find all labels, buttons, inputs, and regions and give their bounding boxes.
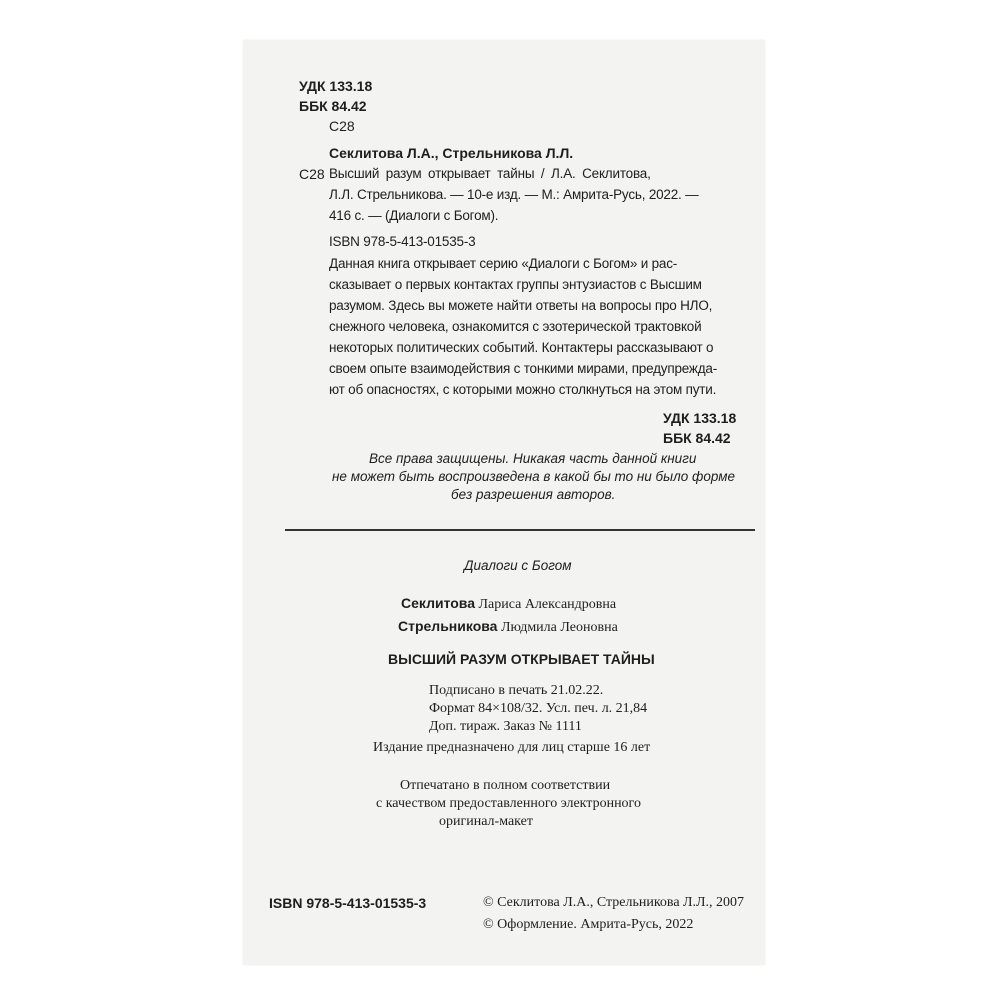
author-1-surname: Секлитова bbox=[401, 595, 476, 611]
annotation-line-5: некоторых политических событий. Контактеры рассказывают о bbox=[329, 340, 714, 355]
rights-line-2: не может быть воспроизведена в какой бы то ни было форме bbox=[332, 469, 736, 484]
udk-top: УДК 133.18 bbox=[299, 78, 373, 94]
bib-line-3: 416 с. — (Диалоги с Богом). bbox=[329, 208, 499, 223]
footer-copyright-1: © Секлитова Л.А., Стрельникова Л.Л., 2007 bbox=[483, 895, 745, 910]
annotation-line-2: сказывает о первых контактах группы энтузиастов с Высшим bbox=[329, 277, 702, 292]
imprint-author-1 bbox=[401, 595, 616, 613]
author-mark-top: С28 bbox=[329, 118, 355, 134]
printed-line-2: с качеством предоставленного электронного bbox=[376, 796, 641, 811]
printed-line-3: оригинал-макет bbox=[439, 814, 533, 829]
imprint-print-run: Доп. тираж. Заказ № 1111 bbox=[429, 719, 582, 734]
bib-line-2: Л.Л. Стрельникова. — 10-е изд. — М.: Амрита-Русь, 2022. — bbox=[329, 187, 699, 202]
author-2-surname: Стрельникова bbox=[398, 618, 498, 634]
imprint-author-2 bbox=[398, 618, 618, 636]
bbk-bottom: ББК 84.42 bbox=[663, 430, 731, 446]
annotation-line-7: ют об опасностях, с которыми можно столкнуться на этом пути. bbox=[329, 382, 717, 397]
imprint-signed: Подписано в печать 21.02.22. bbox=[429, 683, 604, 698]
book-page bbox=[243, 40, 765, 965]
udk-bottom: УДК 133.18 bbox=[663, 410, 737, 426]
imprint-format: Формат 84×108/32. Усл. печ. л. 21,84 bbox=[429, 701, 648, 716]
annotation-line-6: своем опыте взаимодействия с тонкими мирами, предупрежда- bbox=[329, 361, 718, 376]
imprint-series: Диалоги с Богом bbox=[464, 558, 572, 573]
author-1-name: Лариса Александровна bbox=[478, 597, 617, 612]
author-mark-left: С28 bbox=[299, 166, 325, 182]
rights-line-3: без разрешения авторов. bbox=[451, 487, 616, 502]
footer-isbn: ISBN 978-5-413-01535-3 bbox=[269, 895, 427, 911]
bib-authors: Секлитова Л.А., Стрельникова Л.Л. bbox=[329, 145, 574, 161]
bib-isbn: ISBN 978-5-413-01535-3 bbox=[329, 234, 476, 249]
footer-copyright-2: © Оформление. Амрита-Русь, 2022 bbox=[483, 917, 694, 932]
rights-line-1: Все права защищены. Никакая часть данной книги bbox=[369, 451, 697, 466]
printed-line-1: Отпечатано в полном соответствии bbox=[400, 778, 611, 793]
imprint-title: ВЫСШИЙ РАЗУМ ОТКРЫВАЕТ ТАЙНЫ bbox=[388, 651, 655, 667]
bbk-top: ББК 84.42 bbox=[299, 98, 367, 114]
author-2-name: Людмила Леоновна bbox=[500, 620, 618, 635]
annotation-line-4: снежного человека, ознакомится с эзотерической трактовкой bbox=[329, 319, 702, 334]
annotation-line-3: разумом. Здесь вы можете найти ответы на вопросы про НЛО, bbox=[329, 298, 713, 313]
imprint-age: Издание предназначено для лиц старше 16 лет bbox=[373, 740, 651, 755]
section-divider bbox=[285, 529, 755, 531]
bib-line-1: Высший разум открывает тайны / Л.А. Секлитова, bbox=[329, 166, 651, 181]
annotation-line-1: Данная книга открывает серию «Диалоги с Богом» и рас- bbox=[329, 256, 678, 271]
